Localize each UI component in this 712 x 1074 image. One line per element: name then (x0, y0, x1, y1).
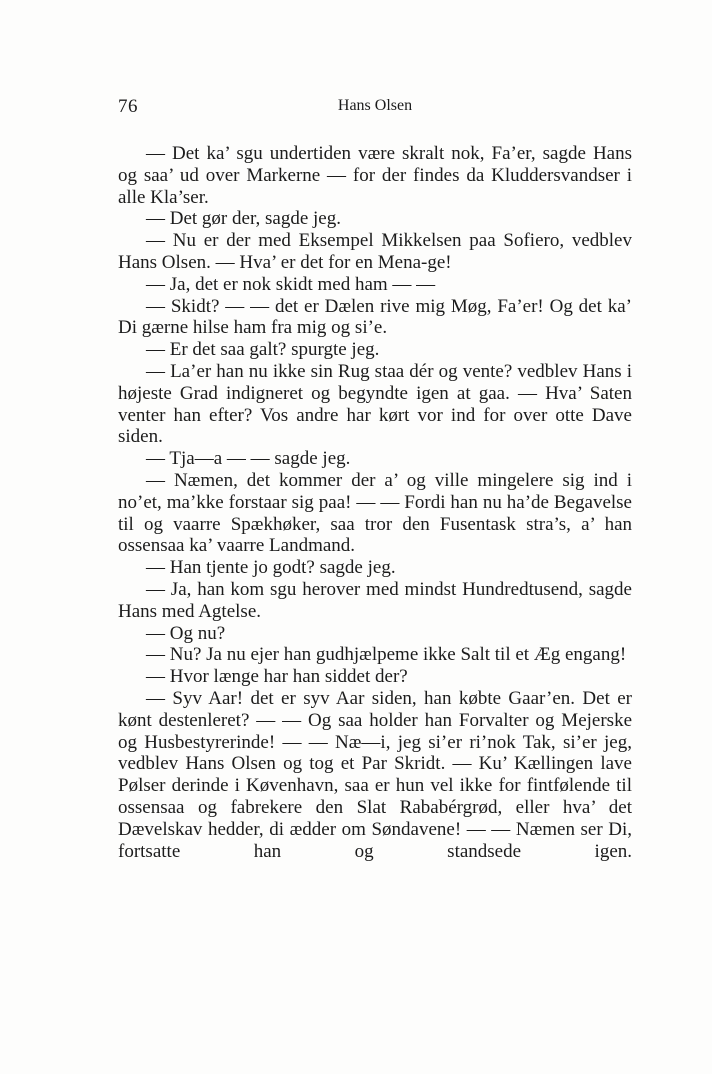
paragraph: — Er det saa galt? spurgte jeg. (146, 339, 380, 361)
paragraph: — Tja—a — — sagde jeg. (146, 448, 351, 470)
body-text (118, 143, 632, 862)
paragraph: — Nu? Ja nu ejer han gudhjælpeme ikke Salt til et Æg engang! (146, 644, 627, 666)
paragraph: — Næmen, det kommer der a’ og ville mingelere sig ind i no’et, ma’kke forstaar sig paa! — — Fordi han nu ha’de Begavelse til og vaarre Spækhøker, saa tror den Fusentask stra’s, a’ han ossensaa ka’ vaarre Landmand. (118, 469, 632, 557)
paragraph: — Syv Aar! det er syv Aar siden, han købte Gaar’en. Det er kønt destenleret? — — Og saa holder han Forvalter og Mejerske og Husbestyrerinde! — — Næ—i, jeg si’er ri’nok Tak, si’er jeg, vedblev Hans Olsen og tog et Par Skridt. — Ku’ Kællingen lave Pølser derinde i Køvenhavn, saa er hun vel ikke for fintfølende til ossensaa og fabrekere den Slat Rababérgrød, eller hva’ det Dævelskav hedder, di ædder om Søndavene! — — Næmen ser Di, fortsatte han og standsede igen. (118, 687, 632, 862)
paragraph: — Det gør der, sagde jeg. (146, 208, 341, 230)
paragraph: — Ja, det er nok skidt med ham — — (146, 273, 436, 295)
page-header (118, 96, 632, 122)
paragraph: — Han tjente jo godt? sagde jeg. (146, 557, 396, 579)
paragraph: — Det ka’ sgu undertiden være skralt nok, Fa’er, sagde Hans og saa’ ud over Markerne — for der findes da Kluddersvandser i alle Kla’ser. (118, 143, 632, 208)
paragraph: — Hvor længe har han siddet der? (146, 666, 408, 688)
running-title: Hans Olsen (337, 97, 413, 114)
page-number: 76 (118, 96, 138, 117)
paragraph: — Og nu? (146, 622, 226, 644)
paragraph: — Skidt? — — det er Dælen rive mig Møg, Fa’er! Og det ka’ Di gærne hilse ham fra mig og si’e. (118, 295, 632, 339)
paragraph: — Nu er der med Eksempel Mikkelsen paa Sofiero, vedblev Hans Olsen. — Hva’ er det for en Mena-ge! (118, 230, 632, 273)
paragraph: — Ja, han kom sgu herover med mindst Hundredtusend, sagde Hans med Agtelse. (118, 578, 632, 622)
paragraph: — La’er han nu ikke sin Rug staa dér og vente? vedblev Hans i højeste Grad indigneret og begyndte igen at gaa. — Hva’ Saten venter han efter? Vos andre har kørt vor ind for over otte Dave siden. (118, 360, 632, 448)
